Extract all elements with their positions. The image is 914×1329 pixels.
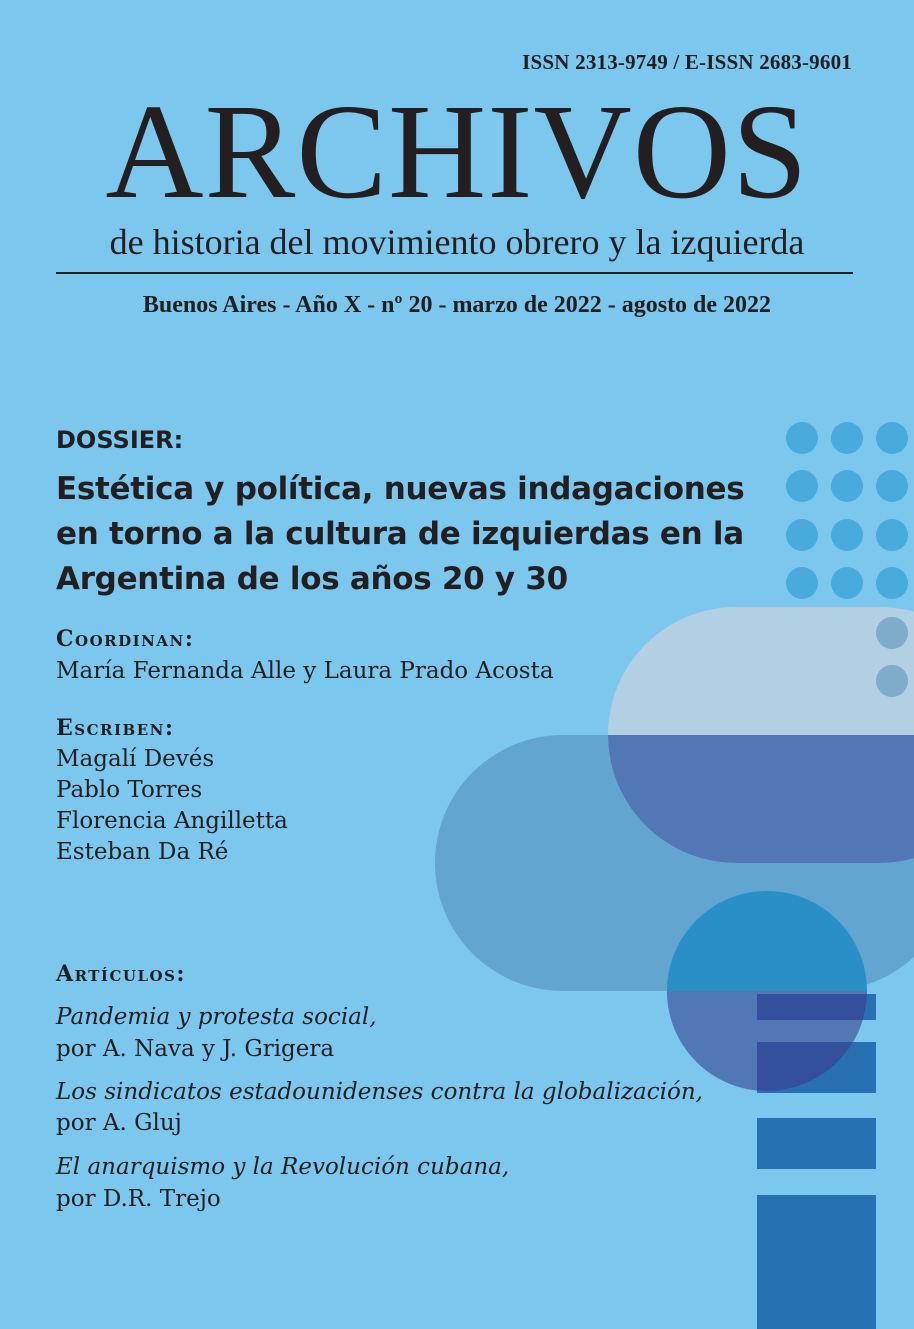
article-author: por A. Nava y J. Grigera: [56, 1036, 335, 1062]
dot-shape: [786, 422, 818, 454]
dot-shape: [876, 617, 908, 649]
dot-shape: [876, 422, 908, 454]
author-name: Magalí Devés: [56, 746, 215, 772]
article-title: Pandemia y protesta social,: [56, 1004, 377, 1030]
dossier-title-line: Estética y política, nuevas indagaciones: [56, 471, 745, 507]
dot-shape: [786, 567, 818, 599]
dossier-title-line: en torno a la cultura de izquierdas en la: [56, 516, 744, 552]
author-name: Esteban Da Ré: [56, 839, 229, 865]
articulos-label: Artículos:: [56, 961, 187, 987]
dot-shape: [876, 665, 908, 697]
escriben-list: [56, 744, 288, 868]
issue-line: Buenos Aires - Año X - nº 20 - marzo de 2022 - agosto de 2022: [142, 292, 772, 318]
issn-line: ISSN 2313-9749 / E-ISSN 2683-9601: [522, 50, 852, 74]
journal-subtitle: de historia del movimiento obrero y la izquierda: [109, 222, 805, 262]
dot-shape: [831, 567, 863, 599]
divider: [56, 272, 853, 274]
author-name: Florencia Angilletta: [56, 808, 288, 834]
dossier-title-line: Argentina de los años 20 y 30: [56, 561, 568, 597]
dot-shape: [831, 470, 863, 502]
dossier-title: [56, 467, 756, 602]
dot-shape: [876, 519, 908, 551]
dot-shape: [786, 470, 818, 502]
journal-title: ARCHIVOS: [105, 77, 809, 227]
dot-shape: [786, 519, 818, 551]
article-author: por D.R. Trejo: [56, 1186, 221, 1212]
dossier-label: DOSSIER:: [56, 426, 184, 454]
article-author: por A. Gluj: [56, 1110, 182, 1136]
bar-shape: [757, 1195, 876, 1329]
article-title: El anarquismo y la Revolución cubana,: [56, 1154, 510, 1180]
escriben-label: Escriben:: [56, 715, 175, 741]
dot-shape: [876, 567, 908, 599]
article-title: Los sindicatos estadounidenses contra la globalización,: [56, 1079, 703, 1105]
coordinan-label: Coordinan:: [56, 626, 195, 652]
bar-shape: [757, 1118, 876, 1169]
coordinan-names: María Fernanda Alle y Laura Prado Acosta: [56, 658, 554, 684]
dot-shape: [831, 519, 863, 551]
author-name: Pablo Torres: [56, 777, 203, 803]
dot-shape: [831, 422, 863, 454]
dot-shape: [876, 470, 908, 502]
